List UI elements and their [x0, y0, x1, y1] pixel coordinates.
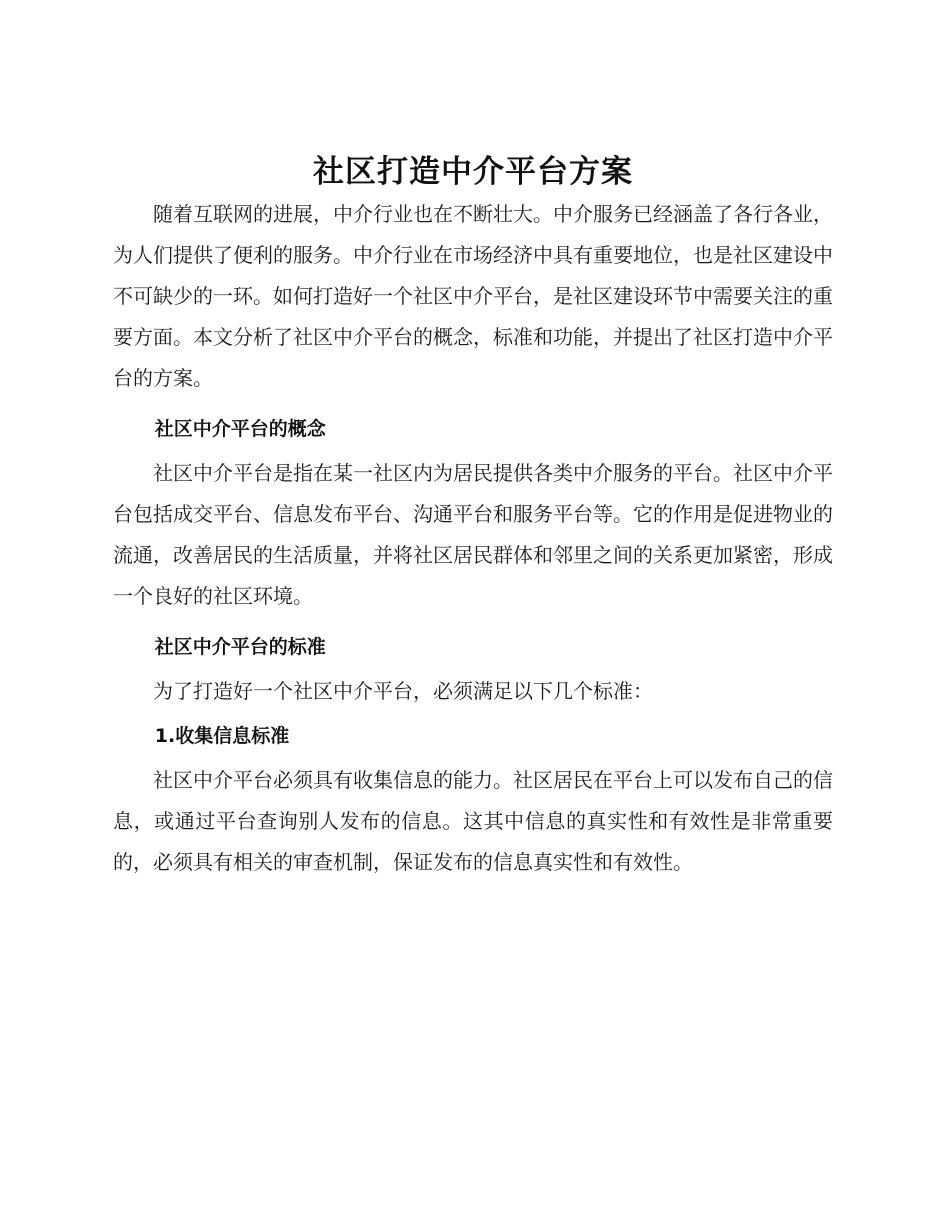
section-heading-concept: 社区中介平台的概念: [154, 418, 326, 440]
concept-paragraph: 社区中介平台是指在某一社区内为居民提供各类中介服务的平台。社区中介平台包括成交平台、信息发布平台、沟通平台和服务平台等。它的作用是促进物业的流通，改善居民的生活质量，并将社区居民群体和邻里之间的关系更加紧密，形成一个良好的社区环境。: [113, 461, 833, 608]
spacer: [113, 712, 833, 720]
document-title: 社区打造中介平台方案: [313, 154, 633, 190]
info-collection-paragraph: 社区中介平台必须具有收集信息的能力。社区居民在平台上可以发布自己的信息，或通过平台查询别人发布的信息。这其中信息的真实性和有效性是非常重要的，必须具有相关的审查机制，保证发布的信息真实性和有效性。: [113, 768, 833, 874]
spacer: [113, 663, 833, 671]
subsection-heading-info-collection: 1.收集信息标准: [154, 725, 290, 747]
spacer: [113, 617, 833, 631]
spacer: [113, 445, 833, 453]
intro-paragraph: 随着互联网的进展，中介行业也在不断壮大。中介服务已经涵盖了各行各业，为人们提供了便利的服务。中介行业在市场经济中具有重要地位，也是社区建设中不可缺少的一环。如何打造好一个社区中介平台，是社区建设环节中需要关注的重要方面。本文分析了社区中介平台的概念，标准和功能，并提出了社区打造中介平台的方案。: [113, 202, 833, 390]
standards-intro-paragraph: 为了打造好一个社区中介平台，必须满足以下几个标准：: [153, 679, 653, 703]
section-heading-standards: 社区中介平台的标准: [154, 636, 326, 658]
spacer: [113, 399, 833, 413]
spacer: [113, 752, 833, 760]
document-page: [113, 150, 833, 883]
